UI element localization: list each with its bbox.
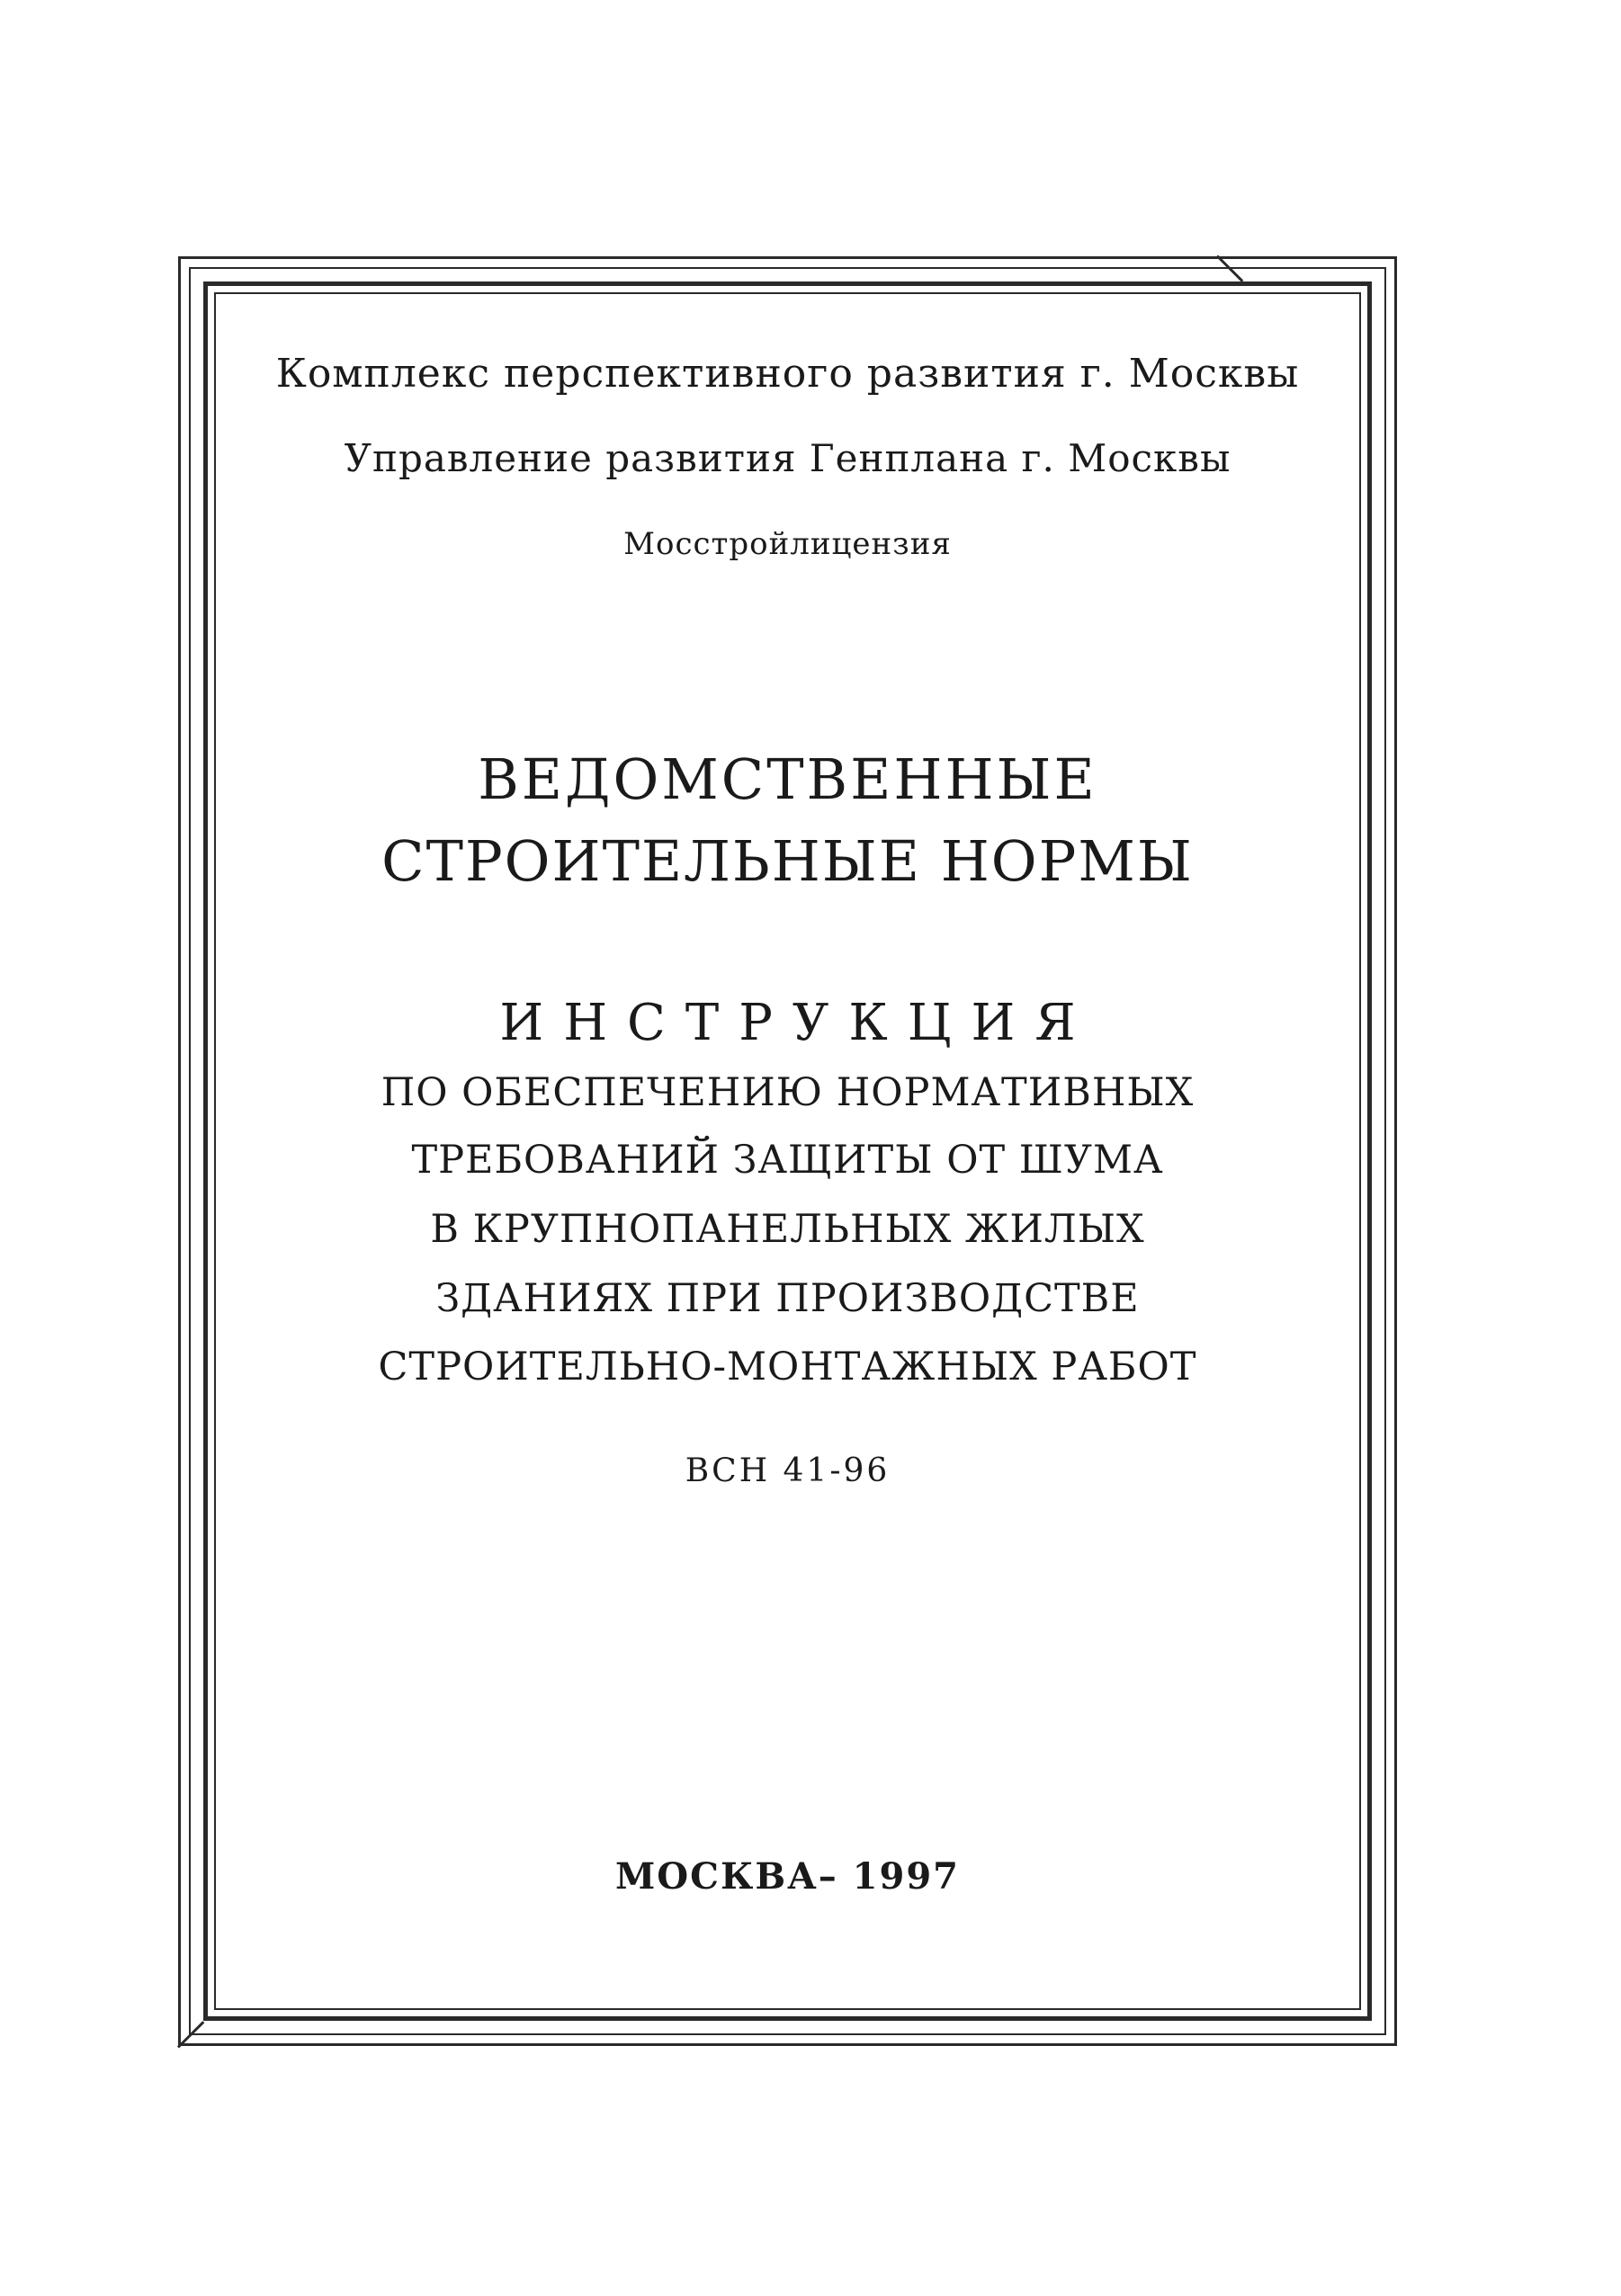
document-code: ВСН 41-96 <box>685 1452 891 1489</box>
cover-content <box>178 256 1397 2046</box>
instruction-subtitle-line-3: В КРУПНОПАНЕЛЬНЫХ ЖИЛЫХ <box>430 1207 1145 1252</box>
instruction-subtitle-line-2: ТРЕБОВАНИЙ ЗАЩИТЫ ОТ ШУМА <box>411 1138 1164 1183</box>
document-title-line-1: ВЕДОМСТВЕННЫЕ <box>478 746 1097 812</box>
organization-line-3: Мосстройлицензия <box>623 526 952 562</box>
organization-line-2: Управление развития Генплана г. Москвы <box>344 436 1231 480</box>
organization-line-1: Комплекс перспективного развития г. Москвы <box>275 351 1300 397</box>
document-title-line-2: СТРОИТЕЛЬНЫЕ НОРМЫ <box>381 828 1194 894</box>
instruction-subtitle-line-5: СТРОИТЕЛЬНО-МОНТАЖНЫХ РАБОТ <box>378 1345 1197 1389</box>
instruction-subtitle-line-4: ЗДАНИЯХ ПРИ ПРОИЗВОДСТВЕ <box>435 1276 1140 1321</box>
instruction-subtitle-line-1: ПО ОБЕСПЕЧЕНИЮ НОРМАТИВНЫХ <box>381 1070 1195 1115</box>
instruction-heading: ИНСТРУКЦИЯ <box>499 994 1096 1052</box>
city-year: МОСКВА– 1997 <box>615 1855 960 1898</box>
